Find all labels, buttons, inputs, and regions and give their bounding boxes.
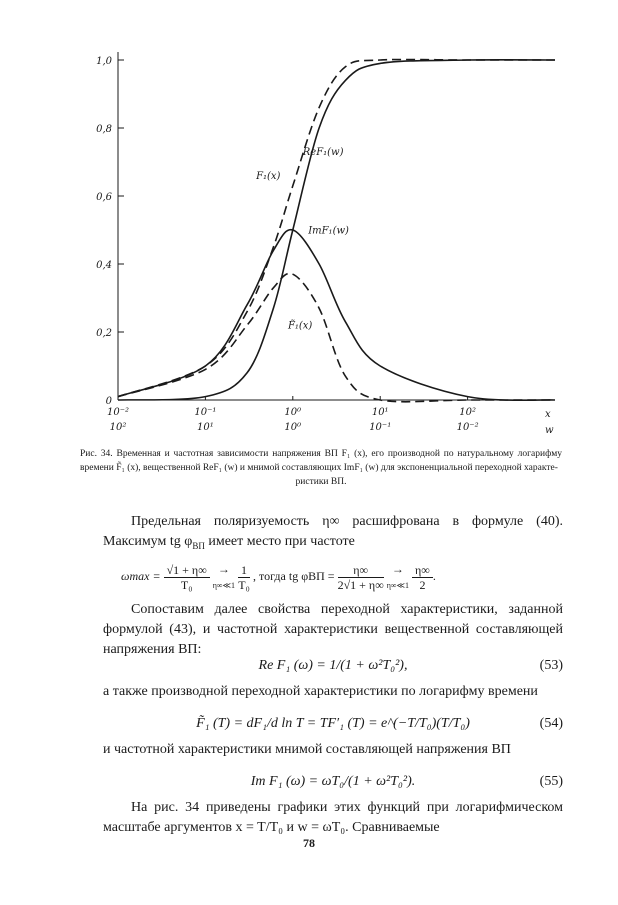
limit-condition: η∞≪1 — [212, 581, 236, 590]
x-tick-label: 10² — [459, 407, 476, 418]
label-re: ReF₁(w) — [302, 147, 344, 159]
limit-condition: η∞≪1 — [386, 581, 410, 590]
paragraph-text: имеет место при частоте — [204, 534, 355, 549]
label-f1-tilde: F̃₁(x) — [287, 320, 313, 332]
label-im: ImF₁(w) — [308, 225, 349, 237]
arrow: → — [391, 562, 404, 576]
w-tick-label: 10⁻¹ — [369, 422, 392, 433]
equation-number: (54) — [539, 716, 563, 731]
formula-omega-max: ωmax = $\frac{√1 + \eta\infty}{\text{T₀}}$ → η∞≪1 $\frac{1}{\text{T₀}}$ , тогда tg φВП = $\frac{\eta\infty}{2√1 + \eta\infty}$ → η∞≪1 $\frac{\eta\infty}{2}$ . — [121, 562, 436, 592]
equation-54 — [103, 716, 563, 736]
x-axis-label: x — [545, 409, 551, 420]
equation-number: (55) — [539, 774, 563, 789]
equation-body: Re F₁ (ω) = 1/(1 + ω²T₀²), — [258, 658, 408, 673]
y-tick-label: 0 — [105, 396, 112, 407]
paragraph-text: Предельная поляризуемость η∞ расшифрована в формуле (40). Максимум tg φ — [103, 514, 563, 549]
paragraph-comparison: Сопоставим далее свойства переходной характеристики, заданной формулой (43), и частотной характеристики вещественной составляющей напряжения ВП: — [103, 602, 563, 657]
limit-arrow — [387, 562, 409, 592]
w-tick-label: 10² — [109, 422, 127, 433]
subscript: ВП — [192, 540, 205, 551]
caption-text: Рис. 34. Временная и частотная зависимости напряжения ВП F₁ (x), его производной по натуральному логарифму времени F̃₁ (x), вещественной ReF₁ (w) и мнимой составляющих ImF₁ (w) для экспоненциальной переходной характе- — [80, 449, 562, 473]
equation-55 — [103, 774, 563, 794]
formula-lhs: ωmax = — [121, 568, 161, 583]
w-tick-label: 10¹ — [197, 422, 214, 433]
caption-text-end: ристики ВП. — [295, 477, 347, 487]
w-axis-label: w — [545, 425, 554, 436]
x-tick-label: 10⁰ — [284, 407, 302, 418]
equation-53 — [103, 658, 563, 678]
denominator: 2√1 + η∞ — [337, 577, 384, 592]
denominator: T₀ — [238, 577, 250, 592]
paragraph-imaginary: и частотной характеристики мнимой составляющей напряжения ВП — [103, 742, 511, 757]
numerator: 1 — [238, 563, 250, 578]
x-tick-label: 10⁻¹ — [194, 407, 217, 418]
fraction — [338, 563, 384, 592]
series-line-4 — [118, 273, 555, 401]
y-tick-label: 0,2 — [96, 328, 112, 339]
denominator: 2 — [419, 577, 426, 592]
y-tick-label: 0,4 — [96, 260, 112, 271]
arrow: → — [217, 562, 230, 576]
formula-text: , тогда tg φВП = — [253, 568, 335, 583]
x-tick-label: 10⁻² — [106, 407, 130, 418]
label-f1: F₁(x) — [256, 171, 281, 182]
fraction — [238, 563, 250, 592]
y-tick-label: 0,6 — [96, 192, 112, 203]
equation-number: (53) — [539, 658, 563, 673]
paragraph-derivative: а также производной переходной характеристики по логарифму времени — [103, 684, 538, 699]
y-tick-label: 0,8 — [96, 124, 112, 135]
page-number: 78 — [303, 836, 315, 850]
series-line-3 — [118, 230, 555, 401]
paragraph-polarizability — [103, 512, 563, 556]
numerator: η∞ — [412, 563, 433, 578]
fraction — [412, 563, 433, 592]
denominator: T₀ — [180, 577, 193, 592]
numerator: η∞ — [338, 563, 384, 578]
figure-caption — [80, 447, 562, 489]
w-tick-label: 10⁻² — [456, 422, 479, 433]
equation-body: Im F₁ (ω) = ωT₀/(1 + ω²T₀²). — [250, 774, 416, 789]
w-tick-label: 10⁰ — [284, 422, 302, 433]
equation-body: F̃₁ (T) = dF₁/d ln T = TF′₁ (T) = e^(−T/T₀)(T/T₀) — [196, 716, 470, 731]
numerator: √1 + η∞ — [164, 563, 210, 578]
paragraph-figure-reference: На рис. 34 приведены графики этих функций при логарифмическом масштабе аргументов x = T/T₀ и w = ωT₀. Сравниваемые — [103, 800, 563, 835]
fraction — [164, 563, 210, 592]
y-tick-label: 1,0 — [96, 56, 112, 67]
x-tick-label: 10¹ — [371, 407, 389, 418]
figure-34-chart — [0, 0, 618, 445]
limit-arrow — [213, 562, 235, 592]
